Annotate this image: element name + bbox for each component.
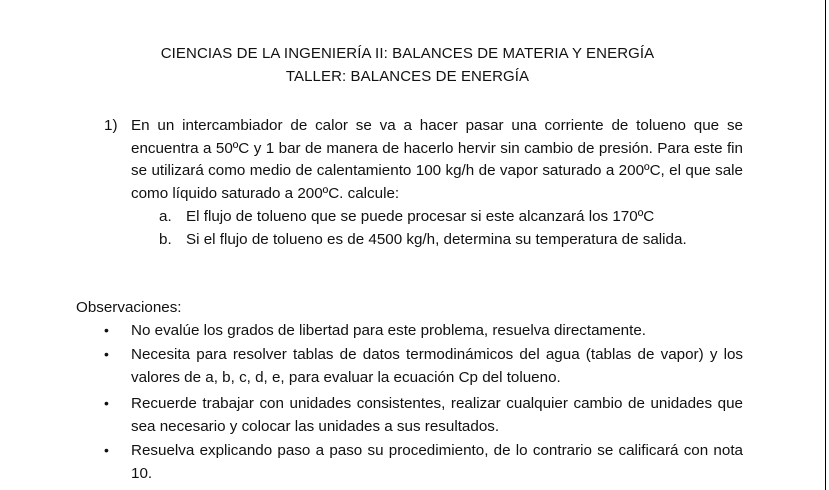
observation-text: No evalúe los grados de libertad para este problema, resuelva directamente. — [131, 322, 646, 339]
bullet-icon: • — [104, 442, 109, 458]
document-subtitle: TALLER: BALANCES DE ENERGÍA — [285, 68, 530, 85]
sub-item-letter: a. — [159, 208, 172, 225]
bullet-icon: • — [104, 395, 109, 411]
sub-item-text: Si el flujo de tolueno es de 4500 kg/h, determina su temperatura de salida. — [186, 231, 687, 248]
observation-text: Resuelva explicando paso a paso su procedimiento, de lo contrario se calificará con nota 10. — [131, 442, 743, 482]
observations-heading: Observaciones: — [76, 299, 182, 316]
bullet-icon: • — [104, 322, 109, 338]
page-edge-rule — [825, 0, 826, 490]
observation-text: Necesita para resolver tablas de datos termodinámicos del agua (tablas de vapor) y los valores de a, b, c, d, e, para evaluar la ecuación Cp del tolueno. — [131, 346, 743, 386]
sub-item-text: El flujo de tolueno que se puede procesar si este alcanzará los 170ºC — [186, 208, 655, 225]
observation-text: Recuerde trabajar con unidades consistentes, realizar cualquier cambio de unidades que sea necesario y colocar las unidades a sus resultados. — [131, 395, 743, 435]
problem-number: 1) — [104, 117, 118, 134]
document-title: CIENCIAS DE LA INGENIERÍA II: BALANCES DE MATERIA Y ENERGÍA — [160, 45, 655, 62]
problem-statement: En un intercambiador de calor se va a hacer pasar una corriente de tolueno que se encuentra a 50ºC y 1 bar de manera de hacerlo hervir sin cambio de presión. Para este fin se utilizará como medio de calentamiento 100 kg/h de vapor saturado a 200ºC, el que sale como líquido saturado a 200ºC. calcule: — [131, 117, 743, 202]
bullet-icon: • — [104, 346, 109, 362]
sub-item-letter: b. — [159, 231, 172, 248]
